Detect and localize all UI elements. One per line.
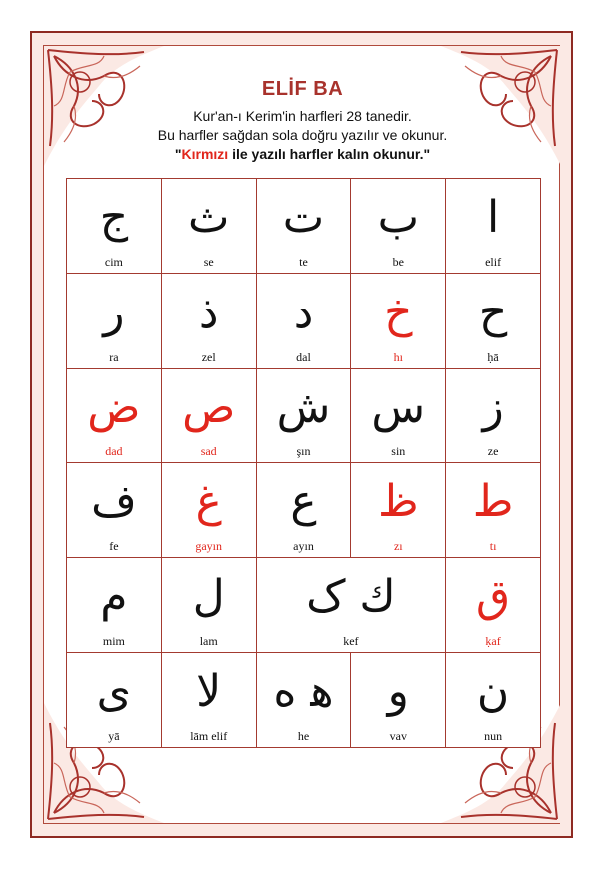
- letter-name: se: [203, 254, 214, 269]
- letter-cell: [162, 369, 257, 464]
- letter-name: te: [299, 254, 308, 269]
- arabic-letter: و: [387, 665, 409, 717]
- arabic-letter: د: [293, 286, 314, 338]
- arabic-letter: ا: [486, 192, 500, 243]
- letter-name: dal: [296, 349, 311, 364]
- letter-cell: [351, 369, 446, 464]
- arabic-letter: ذ: [198, 286, 219, 338]
- letter-name: sin: [391, 444, 406, 459]
- letter-name: lam: [199, 633, 218, 648]
- letter-cell: [446, 558, 541, 653]
- letter-cell: [162, 179, 257, 274]
- letter-name: elif: [485, 254, 502, 269]
- intro-line-3-rest: ile yazılı harfler kalın okunur.": [228, 146, 431, 162]
- letter-cell: [446, 369, 541, 464]
- letter-name: mim: [102, 633, 125, 648]
- letter-cell: [162, 463, 257, 558]
- letter-cell: [162, 653, 257, 748]
- letter-cell: [257, 558, 447, 653]
- letter-name: ra: [109, 349, 119, 364]
- arabic-letter: ث: [187, 192, 230, 243]
- letter-name: şın: [296, 444, 311, 459]
- letter-name: vav: [389, 728, 407, 743]
- arabic-letter: لا: [196, 665, 222, 717]
- letter-cell: [446, 653, 541, 748]
- arabic-letter: ف: [91, 476, 137, 528]
- letter-cell: [351, 274, 446, 369]
- letter-cell: [67, 463, 162, 558]
- letter-cell: [351, 179, 446, 274]
- page-title: ELİF BA: [261, 78, 344, 100]
- arabic-letter: ظ: [377, 476, 419, 528]
- letter-name: gayın: [195, 539, 223, 554]
- arabic-letter: ج: [99, 192, 129, 243]
- arabic-letter: ن: [476, 665, 510, 717]
- letter-cell: [67, 274, 162, 369]
- letter-cell: [257, 653, 352, 748]
- letter-cell: [351, 463, 446, 558]
- letter-cell: [257, 463, 352, 558]
- letter-cell: [351, 653, 446, 748]
- letter-name: cim: [104, 254, 123, 269]
- letter-name: fe: [109, 539, 119, 554]
- letter-name: tı: [489, 539, 497, 554]
- arabic-letter: ز: [482, 381, 504, 433]
- letter-name: lām elif: [190, 728, 228, 743]
- letter-cell: [257, 274, 352, 369]
- letter-name: be: [392, 254, 404, 269]
- letter-cell: [257, 369, 352, 464]
- letter-name: ayın: [293, 539, 314, 554]
- letter-cell: [446, 274, 541, 369]
- arabic-letter: س: [371, 381, 426, 433]
- letter-name: hı: [393, 349, 403, 364]
- quote-open: ": [174, 146, 182, 162]
- letter-name: zel: [201, 349, 216, 364]
- arabic-letter: ر: [103, 286, 125, 338]
- intro-line-2: Bu harfler sağdan sola doğru yazılır ve okunur.: [157, 127, 448, 143]
- letter-cell: [67, 179, 162, 274]
- letter-cell: [67, 558, 162, 653]
- arabic-letter: ق: [476, 571, 511, 623]
- arabic-letter: ى: [96, 665, 132, 717]
- arabic-letter: ح: [478, 286, 508, 338]
- intro-line-3: [0, 145, 605, 164]
- arabic-letter: ش: [276, 381, 331, 433]
- arabic-letter: ط: [472, 476, 514, 528]
- letter-cell: [257, 179, 352, 274]
- letter-name: sad: [200, 444, 217, 459]
- letter-cell: [67, 653, 162, 748]
- intro-line-1: Kur'an-ı Kerim'in harfleri 28 tanedir.: [193, 108, 412, 124]
- arabic-letter: ﻫ ه: [273, 665, 334, 717]
- arabic-letter: خ: [384, 286, 413, 338]
- letter-cell: [446, 463, 541, 558]
- letter-name: zı: [393, 539, 403, 554]
- letter-cell: [162, 274, 257, 369]
- letter-name: ḳaf: [485, 633, 501, 648]
- red-word: Kırmızı: [181, 146, 229, 162]
- letter-grid: [66, 178, 541, 748]
- arabic-letter: ض: [87, 381, 141, 433]
- arabic-letter: غ: [195, 476, 222, 528]
- letter-name: dad: [105, 444, 123, 459]
- letter-name: nun: [484, 728, 503, 743]
- arabic-letter: ت: [282, 192, 325, 243]
- letter-cell: [162, 558, 257, 653]
- letter-cell: [446, 179, 541, 274]
- arabic-letter: ب: [377, 192, 419, 243]
- arabic-letter: م: [100, 571, 128, 623]
- arabic-letter: ع: [290, 476, 317, 528]
- letter-name: ze: [487, 444, 499, 459]
- header: [0, 78, 605, 164]
- arabic-letter: ك ک: [306, 571, 396, 623]
- letter-cell: [67, 369, 162, 464]
- letter-name: ḥā: [487, 349, 499, 364]
- arabic-letter: ص: [182, 381, 236, 433]
- letter-name: he: [297, 728, 310, 743]
- letter-name: yā: [108, 728, 120, 743]
- letter-name: kef: [343, 633, 359, 648]
- arabic-letter: ل: [192, 571, 225, 623]
